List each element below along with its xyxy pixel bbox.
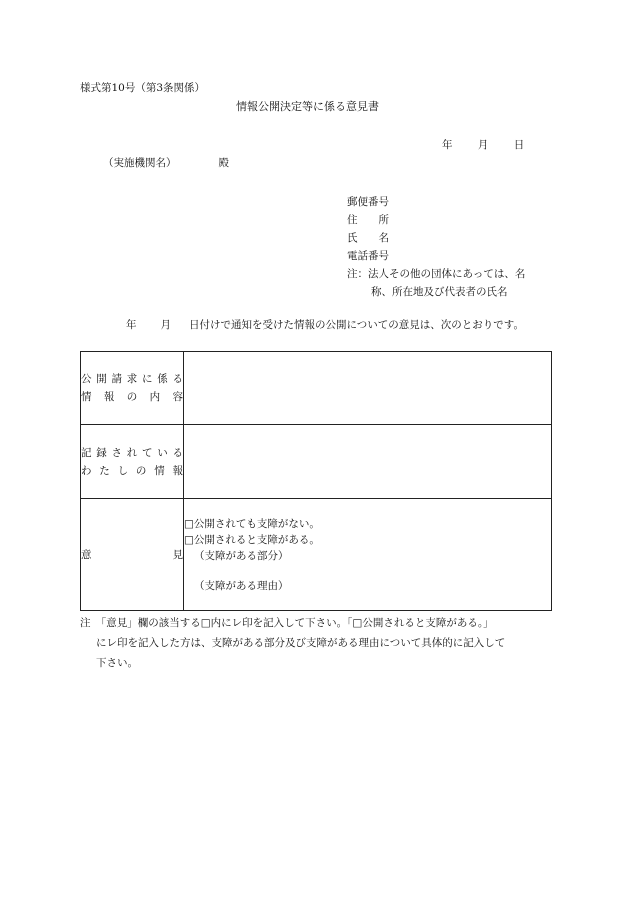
hindrance-reason-label: （支障がある理由） (194, 579, 289, 592)
phone-label: 電話番号 (347, 250, 389, 262)
date-day: 日 (513, 139, 525, 151)
label-char: 公 (81, 373, 92, 385)
label-char: る (172, 446, 183, 459)
label-char: 録 (96, 446, 107, 459)
label-char: 報 (172, 464, 183, 477)
label-char: る (172, 373, 183, 385)
footnote (80, 613, 555, 673)
label-char: 開 (96, 373, 107, 385)
label-char: 記 (81, 446, 92, 459)
label-char: に (142, 373, 153, 385)
form-number: 様式第10号（第3条関係） (80, 82, 206, 94)
requested-info-label (81, 352, 184, 425)
applicant-note-line2: 称、所在地及び代表者の氏名 (371, 286, 508, 298)
date-line (442, 137, 546, 152)
label-char: れ (126, 446, 138, 459)
intro-month: 月 (160, 319, 171, 331)
addressee (103, 155, 229, 170)
label-char: 請 (111, 373, 122, 385)
footnote-line3: 下さい。 (96, 657, 138, 669)
label-char: 求 (126, 373, 138, 385)
label-char: 容 (172, 391, 183, 403)
label-char: 報 (103, 391, 115, 403)
address-label: 住 所 (347, 214, 389, 226)
label-char: の (135, 464, 147, 477)
option-hindrance-checkbox[interactable]: □公開されると支障がある。 (184, 533, 320, 546)
label-char: 意 (81, 548, 92, 561)
intro-year: 年 (126, 319, 137, 331)
recorded-info-label (81, 425, 184, 499)
label-char: た (99, 464, 110, 477)
option-no-hindrance-checkbox[interactable]: □公開されても支障がない。 (184, 517, 320, 530)
intro-paragraph (80, 316, 550, 334)
opinion-field[interactable] (184, 499, 552, 611)
requested-info-field[interactable] (184, 352, 552, 425)
label-char: し (117, 464, 129, 477)
date-year: 年 (442, 139, 453, 151)
label-char: 見 (172, 548, 183, 561)
page-title: 情報公開決定等に係る意見書 (236, 100, 379, 113)
intro-text: 日付けで通知を受けた情報の公開についての意見は、次のとおりです。 (189, 319, 524, 331)
label-char: 内 (149, 391, 161, 403)
label-char: わ (81, 464, 92, 477)
label-char: の (126, 391, 138, 403)
hindrance-part-label: （支障がある部分） (194, 549, 289, 562)
label-char: 情 (81, 391, 92, 403)
label-char: 係 (157, 373, 168, 385)
label-char: 情 (154, 464, 165, 477)
footnote-line1: 注 「意見」欄の該当する□内にレ印を記入して下さい。「□公開されると支障がある。」 (80, 617, 494, 629)
label-char: て (142, 446, 153, 459)
applicant-note-line1: 注：法人その他の団体にあっては、名 (347, 268, 526, 280)
recorded-info-field[interactable] (184, 425, 552, 499)
footnote-line2: にレ印を記入した方は、支障がある部分及び支障がある理由について具体的に記入して (96, 637, 506, 649)
opinion-table (80, 351, 552, 611)
label-char: い (157, 446, 168, 459)
name-label: 氏 名 (347, 232, 389, 244)
agency-name: （実施機関名） (103, 157, 177, 169)
applicant-block (347, 193, 525, 301)
label-char: さ (111, 446, 122, 459)
honorific: 殿 (218, 157, 229, 169)
opinion-label (81, 499, 184, 611)
date-month: 月 (477, 139, 489, 151)
postal-code-label: 郵便番号 (347, 196, 389, 208)
